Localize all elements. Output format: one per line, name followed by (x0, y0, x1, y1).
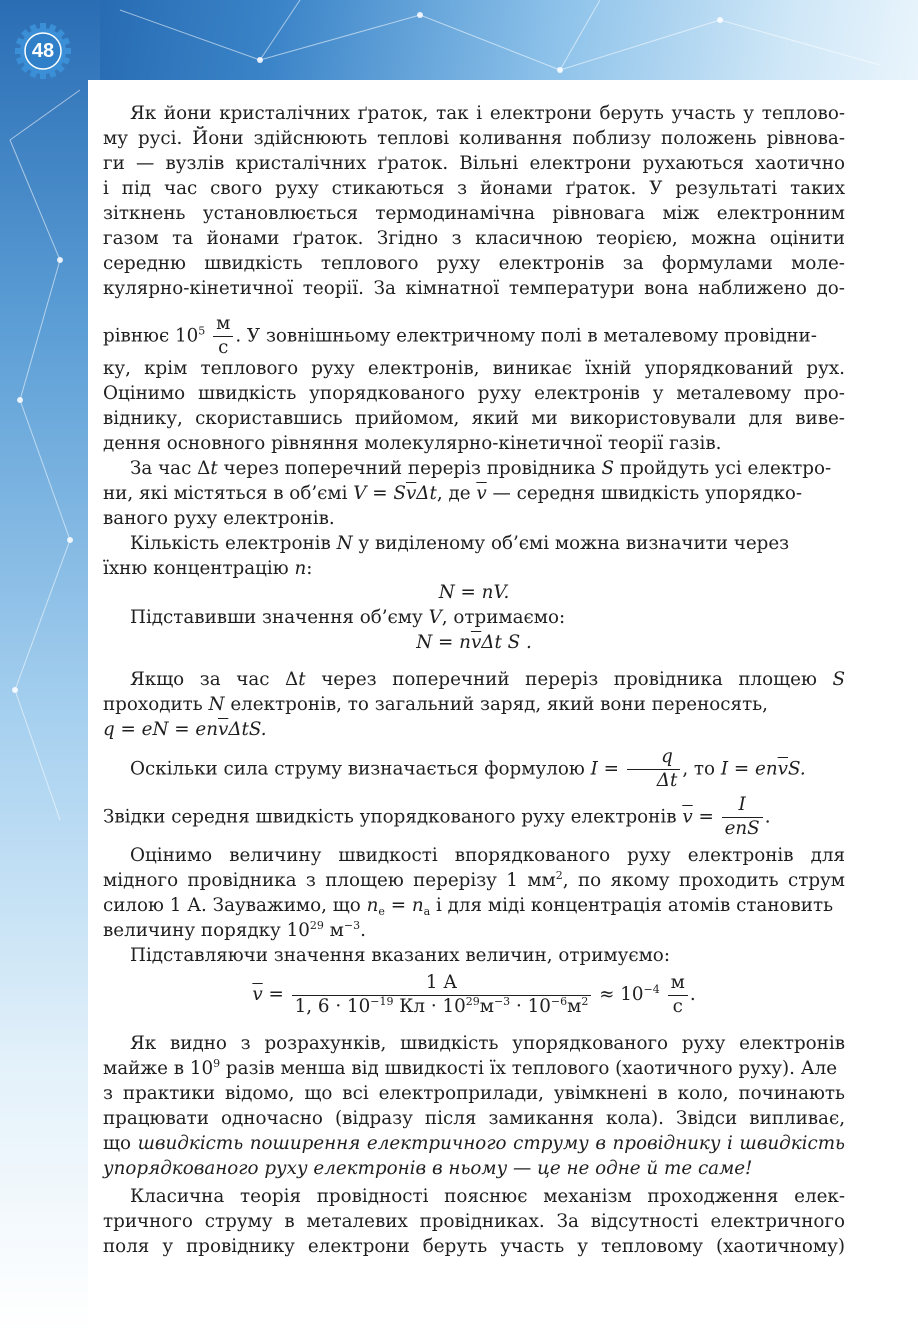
text-line: ги — вузлів кристалічних ґраток. Вільні електрони рухаються хаотично (103, 153, 845, 174)
text-line (103, 531, 845, 556)
text-line-with-fraction (103, 313, 845, 358)
text-fragment: і для міді концентрація атомів становить (430, 895, 834, 916)
fraction-denominator: с (218, 336, 229, 358)
text-fragment: . (360, 920, 366, 941)
math-var: S (601, 458, 615, 479)
math-var: $\overline{v}$ (252, 984, 263, 1005)
text-line: зіткнень установлюється термодинамічна рівновага між електронним (103, 203, 845, 224)
text-line (103, 605, 845, 630)
text-fragment: = (384, 895, 412, 916)
text-fragment: у виділеному об’ємі можна визначити через (352, 533, 790, 554)
text-line (103, 918, 845, 943)
text-fragment: . (764, 806, 771, 828)
math-var: N (336, 533, 353, 554)
fraction-numerator: м (668, 972, 688, 996)
exponent: 9 (213, 1057, 221, 1070)
math-var: t (210, 458, 218, 479)
unit-fraction (213, 313, 233, 360)
equation (103, 717, 845, 742)
math-formula: Δt S . (481, 632, 532, 653)
text-fragment: що (103, 1133, 138, 1154)
text-fragment: ни, які містяться в об’ємі (103, 483, 354, 504)
fraction-denominator (292, 996, 592, 1019)
math-var: n (411, 895, 424, 916)
fraction-numerator: 1 А (292, 972, 592, 996)
exponent: 29 (465, 994, 480, 1008)
text-fragment: через поперечний переріз провідника площею (305, 669, 833, 690)
exponent: 29 (309, 919, 324, 932)
text-line (103, 692, 845, 717)
subscript: а (423, 905, 431, 918)
text-fragment: = (262, 984, 284, 1005)
text-fragment: : (306, 558, 313, 579)
text-fragment: пройдуть усі електро- (614, 458, 832, 479)
unit-fraction (668, 972, 688, 1019)
math-var: Δt (416, 483, 437, 504)
math-var: S (832, 669, 846, 690)
text-fragment: м (567, 995, 582, 1017)
text-fragment: проходить (103, 694, 209, 715)
text-line: Оцінимо швидкість упорядкованого руху електронів у металевому про- (103, 383, 845, 404)
text-fragment: — середня швидкість упорядко- (486, 483, 803, 504)
text-fragment: Звідки середня швидкість упорядкованого руху електронів (103, 806, 683, 828)
math-var: $\overline{v}$ (470, 632, 482, 653)
text-fragment: силою 1 А. Зауважимо, що (103, 895, 367, 916)
emphasis-text: упорядкованого руху електронів в ньому — це не одне й те саме! (103, 1158, 753, 1179)
fraction-numerator: I (722, 794, 763, 818)
text-line: Класична теорія провідності пояснює механізм проходження елек- (130, 1186, 845, 1207)
text-line: Як видно з розрахунків, швидкість упорядкованого руху електронів (130, 1033, 845, 1054)
text-line: му русі. Йони здійснюють теплові коливання поблизу положень рівнова- (103, 128, 845, 149)
text-line: Як йони кристалічних ґраток, так і електрони беруть участь у теплово- (130, 103, 845, 124)
math-formula: N = n (416, 632, 471, 653)
estimate-fraction (292, 972, 592, 1019)
text-line: середню швидкість теплового руху електронів за формулами моле- (103, 253, 845, 274)
text-fragment: . (689, 984, 696, 1005)
text-line (103, 893, 845, 918)
math-var: $\overline{v}$ (476, 483, 487, 504)
equation (103, 630, 845, 655)
text-line (103, 481, 845, 506)
text-fragment: рівнює 10 (103, 325, 199, 347)
fraction-denominator: с (672, 995, 683, 1017)
text-line: працювати одночасно (відразу після замикання кола). Звідси випливає, (103, 1108, 845, 1129)
text-line: з практики відомо, що всі електроприлади, увімкнені в коло, починають (103, 1083, 845, 1104)
text-fragment: Якщо за час Δ (130, 669, 299, 690)
text-fragment: Кл · 10 (393, 995, 466, 1017)
math-var: $\overline{v}$ (218, 719, 229, 740)
text-line (103, 868, 845, 893)
equation: N = nV. (438, 582, 510, 603)
math-var: $\overline{v}$ (405, 483, 417, 504)
text-line: ку, крім теплового руху електронів, виникає їхній упорядкований рух. (103, 358, 845, 379)
text-fragment: . У зовнішньому електричному полі в металевому провідни- (235, 325, 817, 347)
text-fragment: м (323, 920, 344, 941)
exponent: −3 (493, 994, 511, 1008)
text-fragment: 1, 6 · 10 (294, 995, 371, 1017)
math-var: n (294, 558, 307, 579)
emphasis-text: швидкість поширення електричного струму в провіднику і швидкість (137, 1133, 845, 1154)
text-fragment: · 10 (510, 995, 551, 1017)
exponent: −19 (370, 994, 394, 1008)
math-var: t (298, 669, 306, 690)
math-var: V (428, 607, 442, 628)
exponent: −6 (550, 994, 568, 1008)
text-fragment: величину порядку 10 (103, 920, 310, 941)
math-var: N (208, 694, 225, 715)
text-line (103, 667, 845, 692)
text-fragment: , де (436, 483, 477, 504)
equation-numeric-estimate (103, 968, 845, 1022)
text-fragment: ≈ 10 (593, 984, 644, 1005)
exponent: 5 (198, 324, 206, 338)
text-fragment: Кількість електронів (130, 533, 337, 554)
text-fragment: через поперечний переріз провідника (217, 458, 602, 479)
fraction-numerator: м (213, 313, 233, 337)
current-fraction (627, 746, 681, 793)
text-fragment: м (479, 995, 494, 1017)
math-var: $\overline{v}$ (777, 758, 788, 780)
exponent: 2 (555, 869, 563, 882)
text-line-with-fraction (103, 794, 845, 840)
exponent: 2 (581, 994, 589, 1008)
text-fragment: Оскільки сила струму визначається формулою (130, 758, 591, 780)
math-formula: V = S (353, 483, 406, 504)
text-line: ваного руху електронів. (103, 508, 335, 529)
text-line: газом та йонами ґраток. Згідно з класичною теорією, можна оцінити (103, 228, 845, 249)
text-line (103, 1056, 845, 1081)
text-line: і під час свого руху стикаються з йонами ґраток. У результаті таких (103, 178, 845, 199)
text-fragment: електронів, то загальний заряд, який вони переносять, (224, 694, 768, 715)
side-decoration (0, 0, 100, 1332)
text-line (103, 1156, 845, 1181)
math-formula: I = (590, 758, 619, 780)
text-line (103, 1131, 845, 1156)
text-line: Підставляючи значення вказаних величин, отримуємо: (130, 945, 670, 966)
text-fragment: разів менша від швидкості їх теплового (хаотичного руху). Але (220, 1058, 838, 1079)
page-number: 48 (31, 40, 55, 62)
text-fragment: мідного провідника з площею перерізу 1 мм (103, 870, 556, 891)
math-formula: S. (787, 758, 806, 780)
text-line: Оцінимо величину швидкості впорядкованого руху електронів для (130, 845, 845, 866)
text-line (103, 556, 845, 581)
text-fragment: , отримаємо: (441, 607, 566, 628)
exponent: −3 (343, 919, 361, 932)
text-fragment: , по якому проходить струм (562, 870, 845, 891)
math-formula: q = eN = en (103, 719, 218, 740)
math-var: n (366, 895, 379, 916)
text-fragment: , то (682, 758, 721, 780)
text-line: поля у провіднику електрони беруть участь у тепловому (хаотичному) (103, 1236, 845, 1257)
text-line: дення основного рівняння молекулярно-кінетичної теорії газів. (103, 433, 722, 454)
text-line-with-fraction (103, 746, 845, 792)
text-line: тричного струму в металевих провідниках. За відсутності електричного (103, 1211, 845, 1232)
math-formula: ΔtS. (228, 719, 267, 740)
math-var: $\overline{v}$ (682, 806, 693, 828)
text-fragment: Підставивши значення об’єму (130, 607, 429, 628)
velocity-fraction (722, 794, 763, 841)
fraction-numerator: q (627, 746, 681, 770)
fraction-denominator: enS (724, 817, 760, 839)
text-fragment: їхню концентрацію (103, 558, 295, 579)
text-fragment: майже в 10 (103, 1058, 214, 1079)
fraction-denominator: Δt (656, 769, 678, 791)
exponent: −4 (643, 983, 660, 996)
text-line (103, 456, 845, 481)
math-formula: I = en (720, 758, 778, 780)
text-line: віднику, скориставшись прийомом, який ми використовували для виве- (103, 408, 845, 429)
text-fragment: За час Δ (130, 458, 211, 479)
text-line: кулярно-кінетичної теорії. За кімнатної температури вона наближено до- (103, 278, 845, 299)
subscript: е (378, 905, 385, 918)
math-formula: = (692, 806, 714, 828)
